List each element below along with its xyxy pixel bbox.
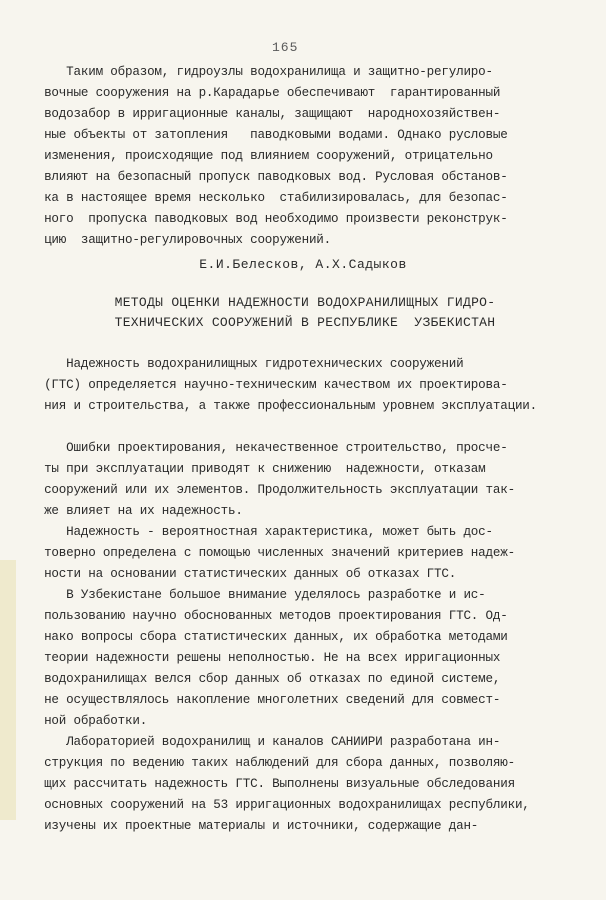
text-line: водозабор в ирригационные каналы, защищают народнохозяйствен- — [22, 107, 501, 121]
text-line: В Узбекистане большое внимание уделялось разработке и ис- — [22, 588, 486, 602]
text-line: товерно определена с помощью численных значений критериев надеж- — [22, 546, 515, 560]
title-line: ТЕХНИЧЕСКИХ СООРУЖЕНИЙ В РЕСПУБЛИКЕ УЗБЕКИСТАН — [114, 315, 496, 330]
article-title — [70, 293, 540, 333]
intro-paragraph — [22, 62, 562, 251]
text-line: Таким образом, гидроузлы водохранилища и защитно-регулиро- — [22, 65, 493, 79]
text-line: нако вопросы сбора статистических данных, их обработка методами — [22, 630, 508, 644]
text-line: ты при эксплуатации приводят к снижению надежности, отказам — [22, 462, 486, 476]
text-line: не осуществлялось накопление многолетних сведений для совмест- — [22, 693, 501, 707]
text-line: ния и строительства, а также профессиональным уровнем эксплуатации. — [22, 399, 538, 413]
text-line — [22, 417, 562, 438]
text-line: Ошибки проектирования, некачественное строительство, просче- — [22, 441, 508, 455]
text-line: водохранилищах велся сбор данных об отказах по единой системе, — [22, 672, 501, 686]
text-line: ной обработки. — [22, 714, 148, 728]
text-line: Лабораторией водохранилищ и каналов САНИИРИ разработана ин- — [22, 735, 501, 749]
text-line: сооружений или их элементов. Продолжительность эксплуатации так- — [22, 483, 515, 497]
text-line: вочные сооружения на р.Карадарье обеспечивают гарантированный — [22, 86, 501, 100]
text-line: (ГТС) определяется научно-техническим качеством их проектирова- — [22, 378, 508, 392]
text-line: изменения, происходящие под влиянием сооружений, отрицательно — [22, 149, 493, 163]
text-line: ные объекты от затопления паводковыми водами. Однако русловые — [22, 128, 508, 142]
title-line: МЕТОДЫ ОЦЕНКИ НАДЕЖНОСТИ ВОДОХРАНИЛИЩНЫХ ГИДРО- — [114, 295, 496, 310]
text-line: теории надежности решены неполностью. Не на всех ирригационных — [22, 651, 501, 665]
text-line: ности на основании статистических данных об отказах ГТС. — [22, 567, 457, 581]
text-line: Надежность водохранилищных гидротехнических сооружений — [22, 357, 464, 371]
text-line: влияют на безопасный пропуск паводковых вод. Русловая обстанов- — [22, 170, 508, 184]
text-line: пользованию научно обоснованных методов проектирования ГТС. Од- — [22, 609, 508, 623]
text-line: ного пропуска паводковых вод необходимо произвести реконструк- — [22, 212, 508, 226]
article-body — [22, 354, 562, 837]
text-line: основных сооружений на 53 ирригационных водохранилищах республики, — [22, 798, 530, 812]
text-line: ка в настоящее время несколько стабилизировалась, для безопас- — [22, 191, 508, 205]
text-line: цию защитно-регулировочных сооружений. — [22, 233, 332, 247]
page-number: 165 — [272, 40, 299, 55]
page-edge-stain — [0, 560, 16, 820]
text-line: щих рассчитать надежность ГТС. Выполнены визуальные обследования — [22, 777, 515, 791]
text-line: струкция по ведению таких наблюдений для сбора данных, позволяю- — [22, 756, 515, 770]
text-line: Надежность - вероятностная характеристика, может быть дос- — [22, 525, 493, 539]
article-authors: Е.И.Белесков, А.Х.Садыков — [199, 257, 407, 272]
text-line: изучены их проектные материалы и источники, содержащие дан- — [22, 819, 479, 833]
text-line: же влияет на их надежность. — [22, 504, 243, 518]
